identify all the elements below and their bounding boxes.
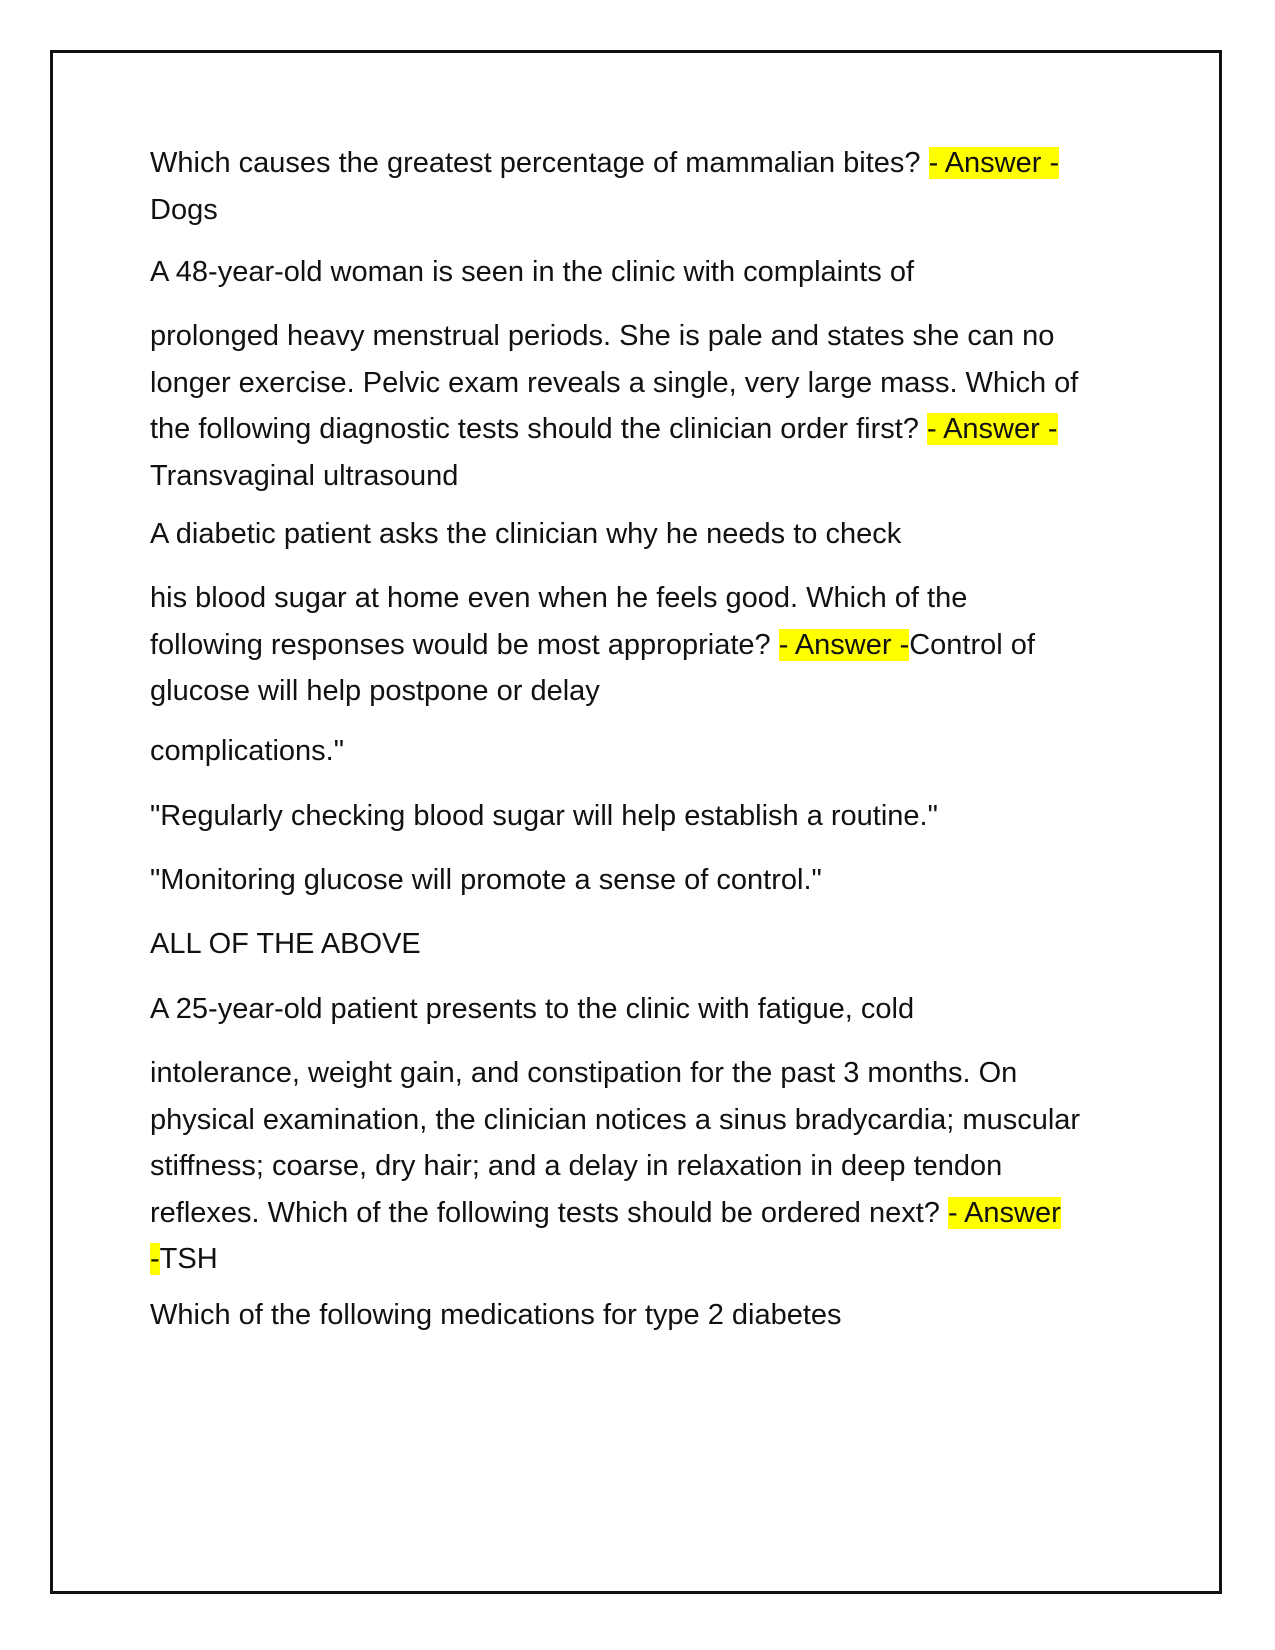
text-line: Dogs [150,193,218,226]
text-line: ALL OF THE ABOVE [150,928,421,960]
text-line: intolerance, weight gain, and constipation for the past 3 months. On [150,1057,1018,1089]
paragraph [150,986,914,1033]
text-line: prolonged heavy menstrual periods. She is pale and states she can no [150,320,1055,352]
text-line: Transvaginal ultrasound [150,459,459,492]
text-line: A 25-year-old patient presents to the clinic with fatigue, cold [150,993,915,1025]
text-line: longer exercise. Pelvic exam reveals a single, very large mass. Which of [150,366,1079,399]
text-line: complications." [150,735,345,767]
answer-highlight: - Answer [947,1196,1061,1229]
paragraph [150,575,1035,715]
text-line: following responses would be most appropriate? - Answer -Control of [150,628,1035,661]
paragraph [150,793,938,840]
paragraph [150,1050,1080,1283]
text-line: glucose will help postpone or delay [150,675,600,707]
text-line: physical examination, the clinician notices a sinus bradycardia; muscular [150,1103,1081,1136]
text-line: reflexes. Which of the following tests should be ordered next? - Answer [150,1196,1061,1229]
text-line: -TSH [150,1243,218,1275]
text-line: A 48-year-old woman is seen in the clinic with complaints of [150,256,915,288]
paragraph [150,249,914,296]
answer-highlight: - Answer - [928,147,1060,179]
text-line: the following diagnostic tests should the clinician order first? - Answer - [150,413,1058,445]
text-line: Which causes the greatest percentage of mammalian bites? - Answer - [150,147,1060,179]
paragraph [150,1292,842,1339]
text-line: Which of the following medications for type 2 diabetes [150,1299,842,1331]
paragraph [150,921,421,968]
paragraph [150,511,901,558]
paragraph [150,857,822,904]
paragraph [150,313,1078,499]
text-line: "Monitoring glucose will promote a sense of control." [150,864,822,896]
answer-highlight: - [150,1243,160,1275]
paragraph [150,140,1059,233]
text-line: A diabetic patient asks the clinician why he needs to check [150,518,902,550]
text-line: stiffness; coarse, dry hair; and a delay in relaxation in deep tendon [150,1150,1003,1182]
text-line: his blood sugar at home even when he feels good. Which of the [150,582,968,614]
text-line: "Regularly checking blood sugar will help establish a routine." [150,800,938,832]
answer-highlight: - Answer - [926,413,1058,445]
answer-highlight: - Answer - [778,628,910,661]
paragraph [150,728,344,775]
